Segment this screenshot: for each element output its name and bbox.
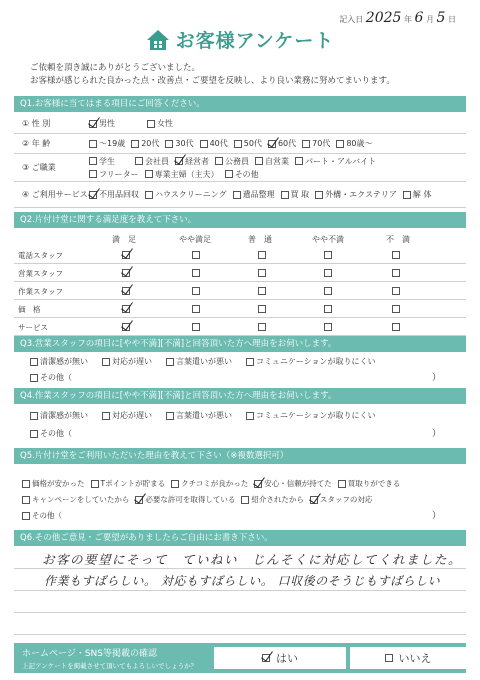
consent-no-option[interactable]: いいえ [350,647,466,669]
house-icon [146,29,170,51]
job-option[interactable]: パート・アルバイト [295,156,376,167]
service-option[interactable]: 遺品整理 [233,189,275,200]
job-option[interactable]: 会社員 [135,156,169,167]
date-year: 2025 [365,10,402,26]
col-somewhat-satisfied: やや満足 [179,235,211,244]
age-option[interactable]: 80歳〜 [336,138,372,149]
col-dissatisfied: 不 満 [386,235,410,244]
job-option[interactable]: 自営業 [255,156,289,167]
q2-row-work: 作業スタッフ [14,282,466,300]
date-field [339,10,456,26]
date-label: 記入日 [339,15,364,24]
q5-row1: 価格が安かった Tポイントが貯まる クチコミが良かった 安心・信頼が持てた 買取りができる [14,478,466,489]
publish-consent-bar [14,643,466,673]
page-title [146,26,335,53]
age-option[interactable]: 40代 [200,138,228,149]
service-option[interactable]: ハウスクリーニング [145,189,227,200]
date-day-unit: 日 [448,15,456,24]
title-text: お客様アンケート [175,30,335,52]
service-option[interactable]: 解 体 [403,189,432,200]
header [0,26,480,56]
age-option[interactable]: 30代 [165,138,193,149]
ruled-line [14,634,466,635]
q1-title: Q1.お客様に当てはまる項目にご回答ください。 [14,96,466,112]
q1-gender-row [14,114,466,134]
q6-title: Q6.その他ご意見・ご要望がありましたらご自由にお書き下さい。 [14,530,466,546]
ruled-line [14,612,466,613]
date-day: 5 [436,10,446,26]
q4-options: 清潔感が無い 対応が遅い 言葉遣いが悪い コミュニケーションが取りにくい [14,410,466,421]
service-label: ④ ご利用サービス [22,190,88,199]
age-option-checked[interactable]: 60代 [268,138,296,149]
date-year-unit: 年 [403,15,412,24]
date-month: 6 [414,10,424,26]
service-option-checked[interactable]: 不用品回収 [89,189,139,200]
job-option[interactable]: 公務員 [215,156,249,167]
job-option[interactable]: その他 [225,169,259,180]
gender-option-male[interactable]: 男性 [89,118,115,129]
intro-line-2: お客様が感じられた良かった点・改善点・ご要望を反映し、より良い業務に努めてまいります。 [30,76,395,86]
q3-other: その他（ [14,372,466,383]
q1-age-row [14,134,466,154]
age-option[interactable]: 50代 [234,138,262,149]
q2-row-service: サービス [14,318,466,336]
consent-subtitle: 上記アンケートを掲載させて頂いてもよろしいでしょうか？ [22,662,198,670]
q4-other: その他（ [14,428,466,439]
comment-line-2: 作業もすばらしい。 対応もすばらしい。 口収後のそうじもすばらしい [44,574,441,588]
q2-title: Q2.片付け堂に関する満足度を教えて下さい。 [14,212,466,228]
consent-yes-option[interactable]: はい [214,647,346,669]
job-label: ③ ご職業 [22,163,56,172]
age-option[interactable]: 〜19歳 [89,138,125,149]
q5-other: その他（ [14,510,466,521]
checkbox[interactable] [385,654,393,662]
checkbox[interactable] [147,120,155,128]
col-somewhat-dissatisfied: やや不満 [312,235,344,244]
intro-line-1: ご依頼を頂き誠にありがとうございました。 [30,63,201,73]
checkbox[interactable] [89,120,97,128]
gender-label: ① 性 別 [22,119,51,128]
job-option-checked[interactable]: 経営者 [175,156,209,167]
date-month-unit: 月 [425,15,434,24]
q3-options: 清潔感が無い 対応が遅い 言葉遣いが悪い コミュニケーションが取りにくい [14,356,466,367]
ruled-line [14,568,466,569]
q5-row2: キャンペーンをしていたから 必要な許可を取得している 紹介されたから スタッフの対応 [14,494,466,505]
q2-row-sales: 営業スタッフ [14,264,466,282]
q2-column-headers [14,232,466,246]
col-neutral: 普 通 [248,235,272,244]
q1-job-row [14,154,466,182]
q4-title: Q4.作業スタッフの項目に[やや不満][不満]と回答頂いた方へ理由をお伺いします。 [14,388,466,404]
q1-service-row [14,182,466,208]
service-option[interactable]: 外構・エクステリア [315,189,397,200]
job-option[interactable]: フリーター [89,169,139,180]
age-option[interactable]: 20代 [131,138,159,149]
ruled-line [14,590,466,591]
q2-row-phone: 電話スタッフ [14,246,466,264]
age-label: ② 年 齢 [22,139,51,148]
consent-title: ホームページ・SNS等掲載の確認 [22,649,157,659]
q2-row-price: 価 格 [14,300,466,318]
gender-option-female[interactable]: 女性 [147,118,173,129]
service-option[interactable]: 買 取 [281,189,310,200]
comment-line-1: お客の要望にそって ていねい じんそくに対応してくれました。 [42,552,463,567]
age-option[interactable]: 70代 [302,138,330,149]
q3-title: Q3.営業スタッフの項目に[やや不満][不満]と回答頂いた方へ理由をお伺いします。 [14,336,466,352]
checkbox[interactable] [262,654,270,662]
job-option[interactable]: 専業主婦（主夫） [145,169,219,180]
q5-title: Q5.片付け堂をご利用いただいた理由を教えて下さい（※複数選択可） [14,448,466,464]
job-option[interactable]: 学生 [89,156,115,167]
col-satisfied: 満 足 [112,235,136,244]
intro-text [30,62,450,88]
